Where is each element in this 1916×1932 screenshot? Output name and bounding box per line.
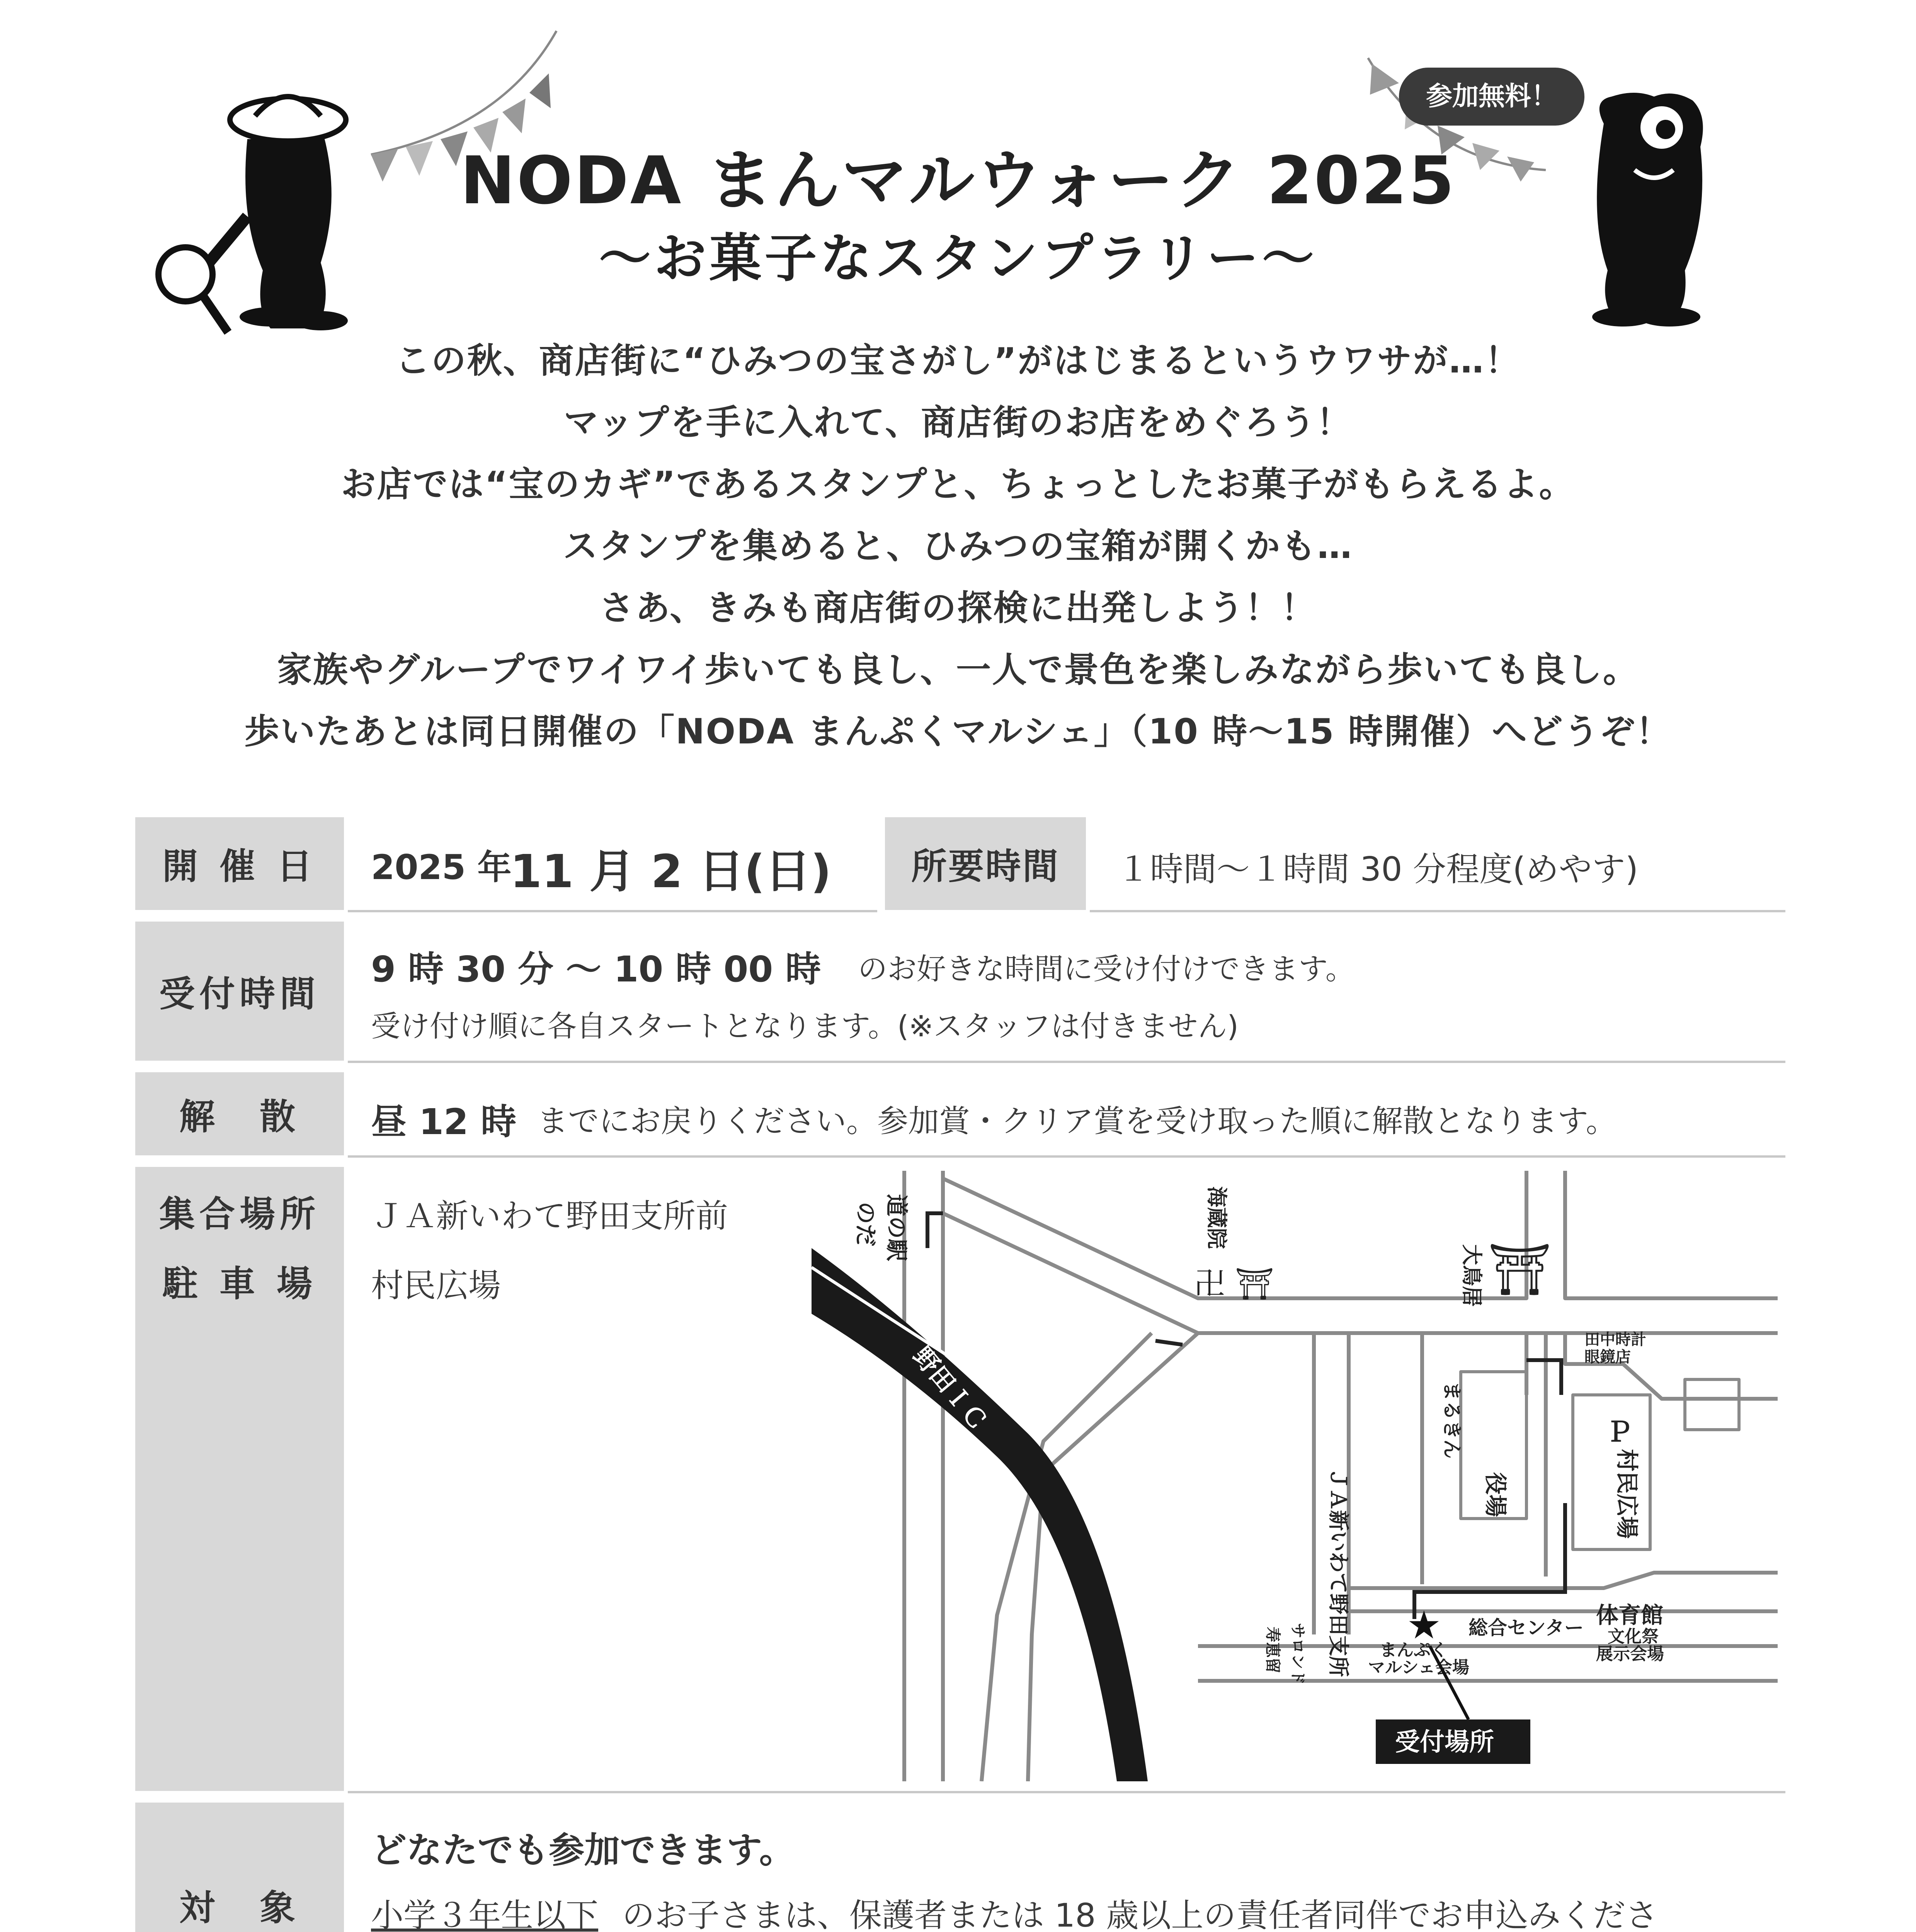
meeting-label: 集合場所 [159, 1194, 320, 1235]
date-label: 開 催 日 [135, 817, 344, 910]
map-bunkasai: 文化祭 [1608, 1627, 1659, 1646]
map-marukin: まるきん [1441, 1381, 1463, 1459]
map-taiikukan: 体育館 [1596, 1602, 1664, 1628]
target-line1-underlined: 小学３年生以下 [371, 1896, 599, 1932]
temple-icon: 卍 ⛩ [1194, 1266, 1274, 1302]
highway [812, 1248, 1148, 1781]
map-sogo: 総合センター [1468, 1617, 1584, 1639]
parking-label: 駐 車 場 [162, 1263, 317, 1304]
dismissal-label: 解 散 [135, 1072, 344, 1155]
free-badge: 参加無料！ [1399, 68, 1584, 126]
dismissal-note: までにお戻りください。参加賞・クリア賞を受け取った順に解散となります。 [537, 1103, 1617, 1139]
map-salon: サロンド [1289, 1623, 1307, 1685]
map-ja: ＪＡ新いわて野田支所 [1326, 1468, 1351, 1677]
meeting-value: ＪＡ新いわて野田支所前 [371, 1197, 728, 1235]
map-reception: 受付場所 [1395, 1728, 1494, 1757]
duration-value: １時間～１時間 30 分程度(めやす) [1117, 850, 1639, 889]
star-icon: ★ [1407, 1602, 1441, 1648]
access-map [812, 1171, 1778, 1781]
map-noda: のだ [853, 1202, 879, 1247]
intro-line-3: お店では“宝のカギ”であるスタンプと、ちょっとしたお菓子がもらえるよ。 [341, 464, 1575, 505]
meeting-label-cell [135, 1167, 344, 1791]
map-marche: マルシェ会場 [1368, 1658, 1470, 1677]
intro-line-1: この秋、商店街に“ひみつの宝さがし”がはじまるというウワサが…！ [395, 340, 1521, 381]
map-sonmin: 村民広場 [1614, 1449, 1640, 1539]
reception-time: 9 時 30 分 ～ 10 時 00 時 [371, 949, 821, 990]
map-torii: 大鳥居 [1460, 1244, 1484, 1307]
map-tanaka2: 眼鏡店 [1584, 1348, 1631, 1366]
map-ic: 野田ＩＣ [907, 1342, 993, 1436]
intro-line-5: さあ、きみも商店街の探検に出発しよう！！ [599, 588, 1317, 628]
target-heading: どなたでも参加できます。 [371, 1830, 795, 1871]
intro-line-4: スタンプを集めると、ひみつの宝箱が開くかも… [563, 526, 1353, 566]
dismissal-time: 昼 12 時 [371, 1101, 517, 1143]
map-yakuba: 役場 [1482, 1472, 1509, 1517]
map-temple: 海蔵院 [1205, 1186, 1229, 1249]
map-parking-p: Ｐ [1606, 1416, 1633, 1448]
target-cell [348, 1803, 1785, 1932]
parking-value: 村民広場 [371, 1267, 501, 1304]
map-michi-no-eki: 道の駅 [883, 1194, 910, 1262]
reception-line2: 受け付け順に各自スタートとなります。(※スタッフは付きません) [371, 1009, 1239, 1043]
map-tanaka: 田中時計 [1584, 1331, 1646, 1349]
dismissal-cell [348, 1072, 1785, 1158]
page-subtitle: ～お菓子なスタンプラリー～ [599, 228, 1317, 289]
intro-line-7: 歩いたあとは同日開催の「NODA まんぷくマルシェ」（10 時～15 時開催）へどうぞ！ [244, 711, 1672, 752]
reception-cell [348, 922, 1785, 1063]
date-cell [348, 817, 877, 912]
reception-note: のお好きな時間に受け付けできます。 [858, 952, 1355, 986]
map-jueido: 寿恵留 [1264, 1627, 1281, 1673]
torii-icon: ⛩ [1488, 1240, 1552, 1299]
map-tenji: 展示会場 [1596, 1644, 1664, 1664]
intro-line-6: 家族やグループでワイワイ歩いても良し、一人で景色を楽しみながら歩いても良し。 [277, 650, 1639, 690]
map-manpuku: まんぷく [1380, 1640, 1448, 1660]
page-title: NODA まんマルウォーク 2025 [460, 143, 1456, 219]
target-label: 対 象 [135, 1803, 344, 1932]
duration-label: 所要時間 [885, 817, 1086, 910]
date-year: 2025 年 [371, 847, 512, 887]
reception-label: 受付時間 [135, 922, 344, 1061]
duration-cell [1090, 817, 1785, 912]
target-line1-rest: のお子さまは、保護者または 18 歳以上の責任者同伴でお申込みくださ [622, 1896, 1658, 1932]
intro-line-2: マップを手に入れて、商店街のお店をめぐろう！ [563, 402, 1353, 443]
date-day: 11 月 2 日(日) [510, 845, 832, 898]
